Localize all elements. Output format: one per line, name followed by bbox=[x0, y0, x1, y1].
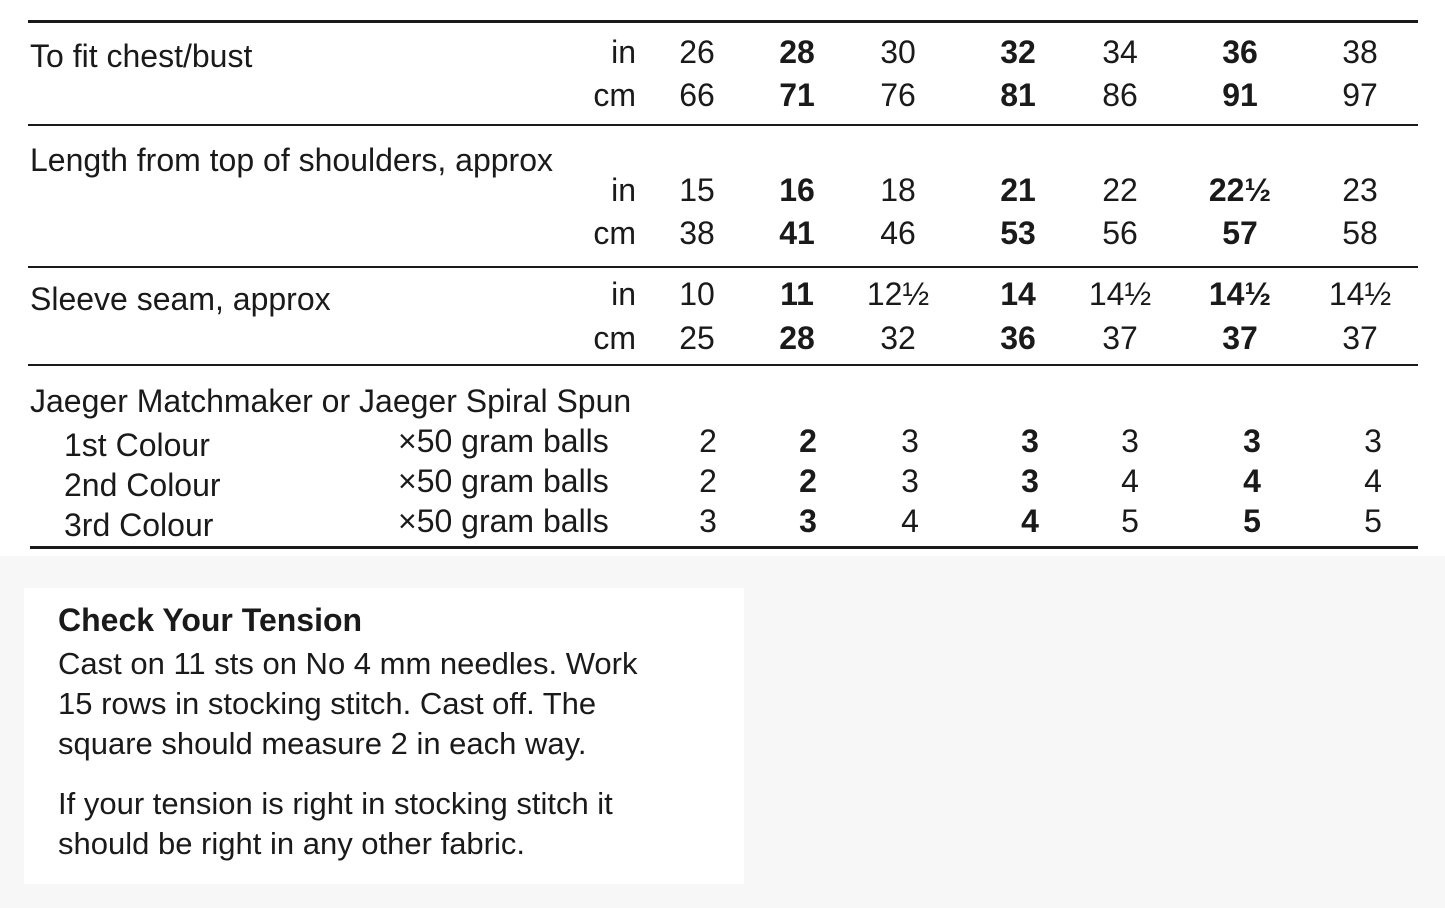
yarn-value-cell: 3 bbox=[1021, 423, 1039, 459]
yarn-value-cell: 2 bbox=[699, 423, 717, 459]
yarn-value-cell: 4 bbox=[1021, 503, 1039, 539]
value-cell: 14½ bbox=[1208, 276, 1272, 312]
value-cell: 15 bbox=[679, 172, 715, 208]
yarn-value-cell: 3 bbox=[1021, 463, 1039, 499]
value-cell: 71 bbox=[779, 77, 815, 113]
value-cell: 22½ bbox=[1208, 172, 1272, 208]
yarn-value-cell: 2 bbox=[799, 423, 817, 459]
yarn-value-cell: 3 bbox=[799, 503, 817, 539]
unit-label: cm bbox=[593, 77, 636, 113]
yarn-value-cell: 4 bbox=[1121, 463, 1139, 499]
value-cell: 37 bbox=[1102, 320, 1138, 356]
yarn-value-cell: 4 bbox=[1364, 463, 1382, 499]
value-cell: 28 bbox=[779, 320, 815, 356]
value-cell: 16 bbox=[779, 172, 815, 208]
value-cell: 14½ bbox=[1088, 276, 1152, 312]
rule-after-chest bbox=[28, 124, 1418, 126]
value-cell: 32 bbox=[1000, 34, 1036, 70]
yarn-heading: Jaeger Matchmaker or Jaeger Spiral Spun bbox=[30, 383, 632, 419]
value-cell: 30 bbox=[880, 34, 916, 70]
value-cell: 22 bbox=[1102, 172, 1138, 208]
value-cell: 21 bbox=[1000, 172, 1036, 208]
value-cell: 36 bbox=[1222, 34, 1258, 70]
balls-unit: ×50 gram balls bbox=[398, 423, 609, 459]
value-cell: 91 bbox=[1222, 77, 1258, 113]
value-cell: 26 bbox=[679, 34, 715, 70]
value-cell: 46 bbox=[880, 215, 916, 251]
balls-unit: ×50 gram balls bbox=[398, 503, 609, 539]
colour-label: 3rd Colour bbox=[64, 507, 214, 543]
rule-bottom bbox=[30, 546, 1418, 549]
value-cell: 97 bbox=[1342, 77, 1378, 113]
value-cell: 58 bbox=[1342, 215, 1378, 251]
colour-label: 2nd Colour bbox=[64, 467, 221, 503]
yarn-value-cell: 2 bbox=[799, 463, 817, 499]
unit-label: in bbox=[611, 34, 636, 70]
value-cell: 28 bbox=[779, 34, 815, 70]
unit-label: cm bbox=[593, 215, 636, 251]
value-cell: 76 bbox=[880, 77, 916, 113]
yarn-value-cell: 3 bbox=[1121, 423, 1139, 459]
balls-unit: ×50 gram balls bbox=[398, 463, 609, 499]
value-cell: 18 bbox=[880, 172, 916, 208]
value-cell: 56 bbox=[1102, 215, 1138, 251]
value-cell: 38 bbox=[1342, 34, 1378, 70]
value-cell: 57 bbox=[1222, 215, 1258, 251]
value-cell: 41 bbox=[779, 215, 815, 251]
value-cell: 66 bbox=[679, 77, 715, 113]
tension-paragraph-2 bbox=[58, 784, 738, 864]
unit-label: in bbox=[611, 172, 636, 208]
section-label: To fit chest/bust bbox=[30, 38, 253, 74]
yarn-value-cell: 4 bbox=[901, 503, 919, 539]
value-cell: 37 bbox=[1222, 320, 1258, 356]
yarn-value-cell: 4 bbox=[1243, 463, 1261, 499]
tension-line: If your tension is right in stocking stitch it bbox=[58, 786, 613, 821]
value-cell: 12½ bbox=[866, 276, 930, 312]
tension-line: should be right in any other fabric. bbox=[58, 826, 525, 861]
yarn-value-cell: 5 bbox=[1121, 503, 1139, 539]
rule-after-sleeve bbox=[28, 364, 1418, 366]
yarn-value-cell: 5 bbox=[1364, 503, 1382, 539]
yarn-value-cell: 3 bbox=[1243, 423, 1261, 459]
section-label: Sleeve seam, approx bbox=[30, 281, 331, 317]
value-cell: 25 bbox=[679, 320, 715, 356]
value-cell: 38 bbox=[679, 215, 715, 251]
tension-line: square should measure 2 in each way. bbox=[58, 726, 587, 761]
value-cell: 14½ bbox=[1328, 276, 1392, 312]
value-cell: 37 bbox=[1342, 320, 1378, 356]
value-cell: 81 bbox=[1000, 77, 1036, 113]
tension-title: Check Your Tension bbox=[58, 602, 363, 638]
value-cell: 23 bbox=[1342, 172, 1378, 208]
value-cell: 11 bbox=[780, 276, 814, 312]
tension-line: 15 rows in stocking stitch. Cast off. The bbox=[58, 686, 597, 721]
yarn-value-cell: 2 bbox=[699, 463, 717, 499]
yarn-value-cell: 3 bbox=[1364, 423, 1382, 459]
value-cell: 32 bbox=[880, 320, 916, 356]
yarn-value-cell: 3 bbox=[901, 423, 919, 459]
tension-line: Cast on 11 sts on No 4 mm needles. Work bbox=[58, 646, 638, 681]
rule-top bbox=[28, 20, 1418, 23]
yarn-value-cell: 5 bbox=[1243, 503, 1261, 539]
value-cell: 34 bbox=[1102, 34, 1138, 70]
tension-paragraph-1 bbox=[58, 644, 738, 764]
value-cell: 36 bbox=[1000, 320, 1036, 356]
section-label: Length from top of shoulders, approx bbox=[30, 142, 553, 178]
colour-label: 1st Colour bbox=[64, 427, 210, 463]
value-cell: 53 bbox=[1000, 215, 1036, 251]
value-cell: 10 bbox=[679, 276, 715, 312]
unit-label: in bbox=[611, 276, 636, 312]
rule-after-length bbox=[28, 266, 1418, 268]
yarn-value-cell: 3 bbox=[901, 463, 919, 499]
yarn-value-cell: 3 bbox=[699, 503, 717, 539]
value-cell: 14 bbox=[1000, 276, 1036, 312]
unit-label: cm bbox=[593, 320, 636, 356]
value-cell: 86 bbox=[1102, 77, 1138, 113]
